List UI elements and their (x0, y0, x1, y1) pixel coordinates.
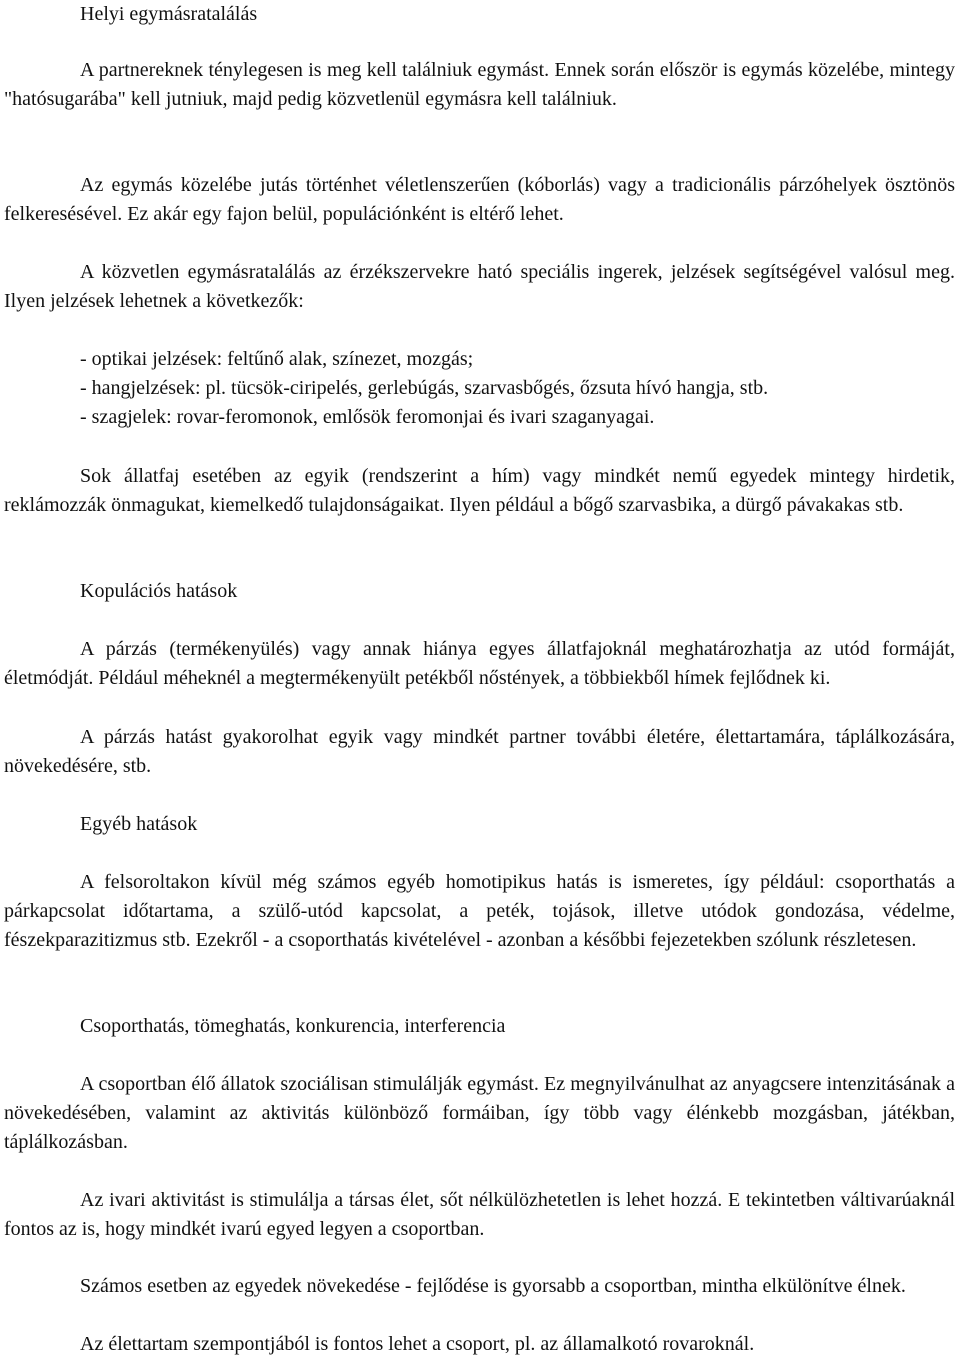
paragraph-1: A partnereknek ténylegesen is meg kell találniuk egymást. Ennek során először is egymás közelébe, mintegy "hatósugarába" kell jutniuk, majd pedig közvetlenül egymásra kell találniuk. (4, 59, 955, 110)
paragraph-10: Számos esetben az egyedek növekedése - fejlődése is gyorsabb a csoportban, mintha elkülönítve élnek. (80, 1275, 906, 1297)
paragraph-5: A párzás (termékenyülés) vagy annak hiánya egyes állatfajoknál meghatározhatja az utód formáját, életmódját. Például méheknél a megtermékenyült petékből nőstények, a többiekből hímek fejlődnek ki. (4, 638, 955, 689)
paragraph-6: A párzás hatást gyakorolhat egyik vagy mindkét partner további életére, élettartamára, táplálkozására, növekedésére, stb. (4, 726, 955, 777)
paragraph-2: Az egymás közelébe jutás történhet véletlenszerűen (kóborlás) vagy a tradicionális párzóhelyek ösztönös felkeresésével. Ez akár egy fajon belül, populációnként is eltérő lehet. (4, 174, 955, 225)
paragraph-8: A csoportban élő állatok szociálisan stimulálják egymást. Ez megnyilvánulhat az anyagcsere intenzitásának a növekedésében, valamint az aktivitás különböző formáiban, így több vagy élénkebb mozgásban, játékban, táplálkozásban. (4, 1073, 955, 1153)
section-title-helyi: Helyi egymásratalálás (80, 3, 258, 25)
section-title-kopulacios: Kopulációs hatások (80, 580, 238, 602)
paragraph-3: A közvetlen egymásratalálás az érzékszervekre ható speciális ingerek, jelzések segítségével valósul meg. Ilyen jelzések lehetnek a következők: (4, 261, 955, 312)
section-title-egyeb: Egyéb hatások (80, 813, 198, 835)
paragraph-11: Az élettartam szempontjából is fontos lehet a csoport, pl. az államalkotó rovaroknál. (80, 1333, 755, 1355)
section-title-csoporthatas: Csoporthatás, tömeghatás, konkurencia, interferencia (80, 1015, 506, 1037)
paragraph-7: A felsoroltakon kívül még számos egyéb homotipikus hatás is ismeretes, így például: csoporthatás a párkapcsolat időtartama, a szülő-utód kapcsolat, a peték, tojások, illetve utódok gondozása, védelme, fészekparazitizmus stb. Ezekről - a csoporthatás kivételével - azonban a későbbi fejezetekben szólunk részletesen. (4, 871, 955, 951)
list-item: - szagjelek: rovar-feromonok, emlősök feromonjai és ivari szaganyagai. (80, 406, 655, 428)
list-item: - hangjelzések: pl. tücsök-ciripelés, gerlebúgás, szarvasbőgés, őzsuta hívó hangja, stb. (80, 377, 769, 399)
paragraph-9: Az ivari aktivitást is stimulálja a társas élet, sőt nélkülözhetetlen is lehet hozzá. E tekintetben váltivarúaknál fontos az is, hogy mindkét ivarú egyed legyen a csoportban. (4, 1189, 955, 1240)
list-item: - optikai jelzések: feltűnő alak, színezet, mozgás; (80, 348, 474, 370)
paragraph-4: Sok állatfaj esetében az egyik (rendszerint a hím) vagy mindkét nemű egyedek mintegy hirdetik, reklámozzák önmagukat, kiemelkedő tulajdonságaikat. Ilyen például a bőgő szarvasbika, a dürgő pávakakas stb. (4, 465, 955, 516)
signal-list (80, 345, 960, 432)
